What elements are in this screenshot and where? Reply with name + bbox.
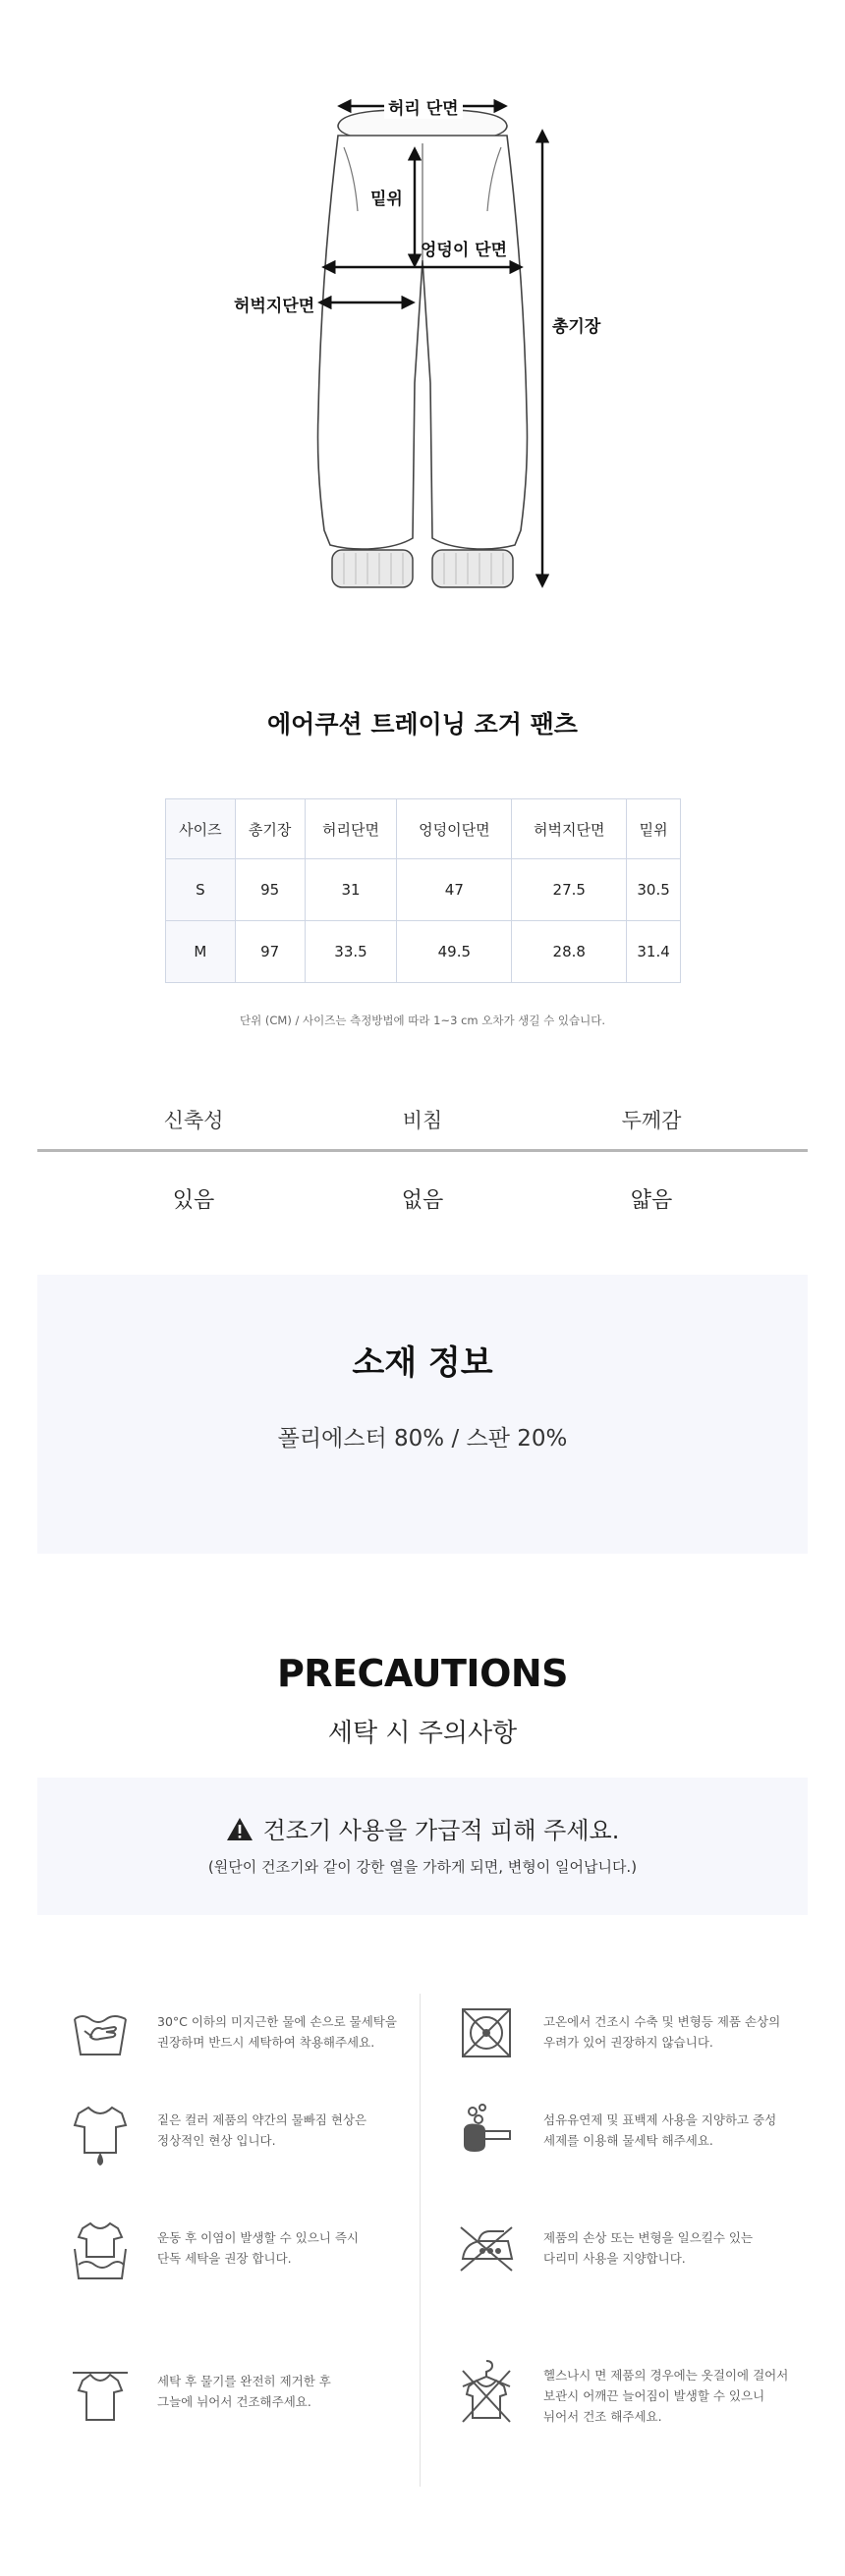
wash-separately-icon <box>71 2220 130 2288</box>
detergent-icon <box>457 2102 516 2170</box>
hip-label: 엉덩이 단면 <box>421 241 508 260</box>
length-label: 총기장 <box>552 317 601 337</box>
waist-label: 허리 단면 <box>384 94 463 119</box>
care-item <box>457 2220 840 2308</box>
care-text-line: 세탁 후 물기를 완전히 제거한 후 <box>157 2374 331 2388</box>
no-tumble-dry-icon <box>457 2003 516 2072</box>
care-text-line: 보관시 어깨끈 늘어짐이 발생할 수 있으니 <box>543 2388 765 2403</box>
table-cell: S <box>166 859 236 921</box>
material-title: 소재 정보 <box>352 1343 493 1383</box>
table-row <box>166 859 681 921</box>
table-header-cell: 총기장 <box>235 799 305 859</box>
care-text-line: 운동 후 이염이 발생할 수 있으니 즉시 <box>157 2230 359 2245</box>
care-text-line: 30°C 이하의 미지근한 물에 손으로 물세탁을 <box>157 2014 397 2029</box>
care-item <box>71 2220 454 2308</box>
table-cell: 31 <box>305 859 397 921</box>
care-item <box>71 2003 454 2092</box>
table-cell: 31.4 <box>627 921 681 983</box>
warning-subtext: (원단이 건조기와 같이 강한 열을 가하게 되면, 변형이 일어납니다.) <box>207 1858 638 1876</box>
care-text-line: 그늘에 뉘어서 건조해주세요. <box>157 2394 311 2409</box>
size-table <box>165 798 681 983</box>
table-header-cell: 사이즈 <box>166 799 236 859</box>
care-text-line: 짙은 컬러 제품의 약간의 물빠짐 현상은 <box>157 2112 367 2127</box>
care-text <box>157 2110 452 2151</box>
care-text-line: 뉘어서 건조 해주세요. <box>543 2409 662 2424</box>
table-cell: 27.5 <box>512 859 627 921</box>
care-item <box>457 2003 840 2092</box>
size-unit-note: 단위 (CM) / 사이즈는 측정방법에 따라 1~3 cm 오차가 생길 수 있습니다. <box>240 1014 605 1027</box>
no-hang-icon <box>457 2357 516 2426</box>
table-row <box>166 921 681 983</box>
material-composition: 폴리에스터 80% / 스판 20% <box>277 1426 568 1452</box>
table-cell: 95 <box>235 859 305 921</box>
care-text <box>157 2011 452 2053</box>
table-header-cell: 허벅지단면 <box>512 799 627 859</box>
care-item <box>457 2357 840 2445</box>
table-header-row <box>166 799 681 859</box>
precautions-subtitle: 세탁 시 주의사항 <box>327 1719 518 1748</box>
line-dry-icon <box>71 2363 130 2432</box>
care-item <box>71 2363 454 2451</box>
pants-measurement-diagram <box>0 0 845 629</box>
properties-divider <box>37 1149 808 1152</box>
iron-icon <box>457 2220 516 2288</box>
care-text-line: 헬스나시 면 제품의 경우에는 옷걸이에 걸어서 <box>543 2368 789 2383</box>
care-text-line: 섬유유연제 및 표백제 사용을 지양하고 중성 <box>543 2112 777 2127</box>
table-header-cell: 밑위 <box>627 799 681 859</box>
table-cell: 97 <box>235 921 305 983</box>
care-item <box>71 2102 454 2190</box>
warning-text: 건조기 사용을 가급적 피해 주세요. <box>262 1817 620 1844</box>
care-text-line: 세제를 이용해 물세탁 해주세요. <box>543 2133 713 2148</box>
care-text-line: 제품의 손상 또는 변형을 일으킬수 있는 <box>543 2230 754 2245</box>
thickness-value: 얇음 <box>630 1188 673 1213</box>
table-header-cell: 허리단면 <box>305 799 397 859</box>
table-cell: 49.5 <box>397 921 512 983</box>
sheer-label: 비침 <box>402 1109 443 1132</box>
table-cell: M <box>166 921 236 983</box>
care-text <box>543 2011 838 2053</box>
thigh-label: 허벅지단면 <box>234 297 315 316</box>
warning-line <box>37 1811 808 1847</box>
care-text-line: 단독 세탁을 권장 합니다. <box>157 2251 292 2266</box>
care-text-line: 정상적인 현상 입니다. <box>157 2133 276 2148</box>
care-text-line: 고온에서 건조시 수축 및 변형등 제품 손상의 <box>543 2014 781 2029</box>
stretch-label: 신축성 <box>163 1109 224 1132</box>
product-title: 에어쿠션 트레이닝 조거 팬츠 <box>267 710 578 739</box>
table-cell: 28.8 <box>512 921 627 983</box>
care-text <box>543 2227 838 2269</box>
table-cell: 30.5 <box>627 859 681 921</box>
care-text-line: 권장하며 반드시 세탁하여 착용해주세요. <box>157 2035 375 2050</box>
warning-icon <box>226 1817 254 1847</box>
care-text <box>157 2371 452 2412</box>
hand-wash-icon <box>71 2003 130 2072</box>
rise-label: 밑위 <box>370 190 403 209</box>
shirt-drip-icon <box>71 2102 130 2170</box>
sheer-value: 없음 <box>401 1188 444 1213</box>
care-text <box>543 2365 838 2427</box>
care-text-line: 우려가 있어 권장하지 않습니다. <box>543 2035 713 2050</box>
care-item <box>457 2102 840 2190</box>
care-text <box>157 2227 452 2269</box>
precautions-title: PRECAUTIONS <box>276 1652 569 1695</box>
table-cell: 33.5 <box>305 921 397 983</box>
dryer-warning-panel <box>37 1778 808 1915</box>
material-panel <box>37 1275 808 1554</box>
stretch-value: 있음 <box>172 1188 215 1213</box>
care-text-line: 다리미 사용을 지양합니다. <box>543 2251 686 2266</box>
table-header-cell: 엉덩이단면 <box>397 799 512 859</box>
thickness-label: 두께감 <box>621 1109 682 1132</box>
table-cell: 47 <box>397 859 512 921</box>
care-text <box>543 2110 838 2151</box>
